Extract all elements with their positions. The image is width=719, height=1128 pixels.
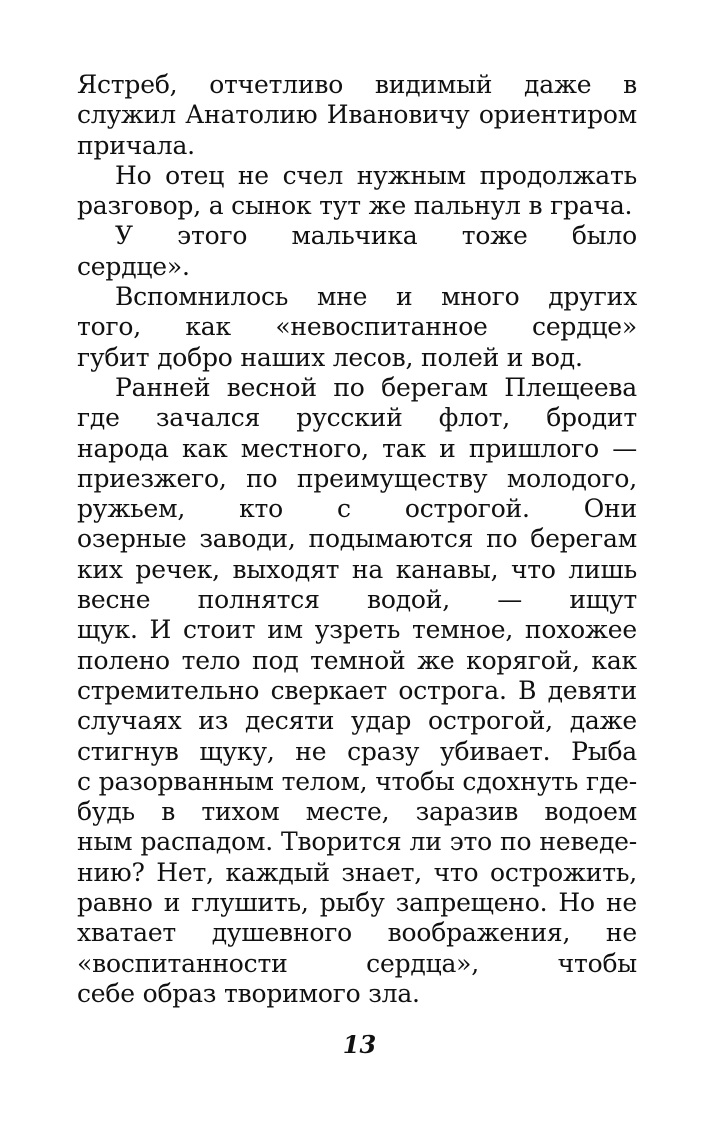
text-line: Но отец не счел нужным продолжать [115,160,637,190]
text-line: сердце». [77,251,190,281]
text-line: того, как «невоспитанное сердце» [77,312,637,342]
body-text [77,70,637,1009]
text-line: губит добро наших лесов, полей и вод. [77,342,583,372]
text-line: «воспитанности сердца», чтобы [77,948,637,978]
text-line: ружьем, кто с острогой. Они [77,494,637,524]
text-line: озерные заводи, подымаются по берегам [77,524,637,554]
text-line: Ранней весной по берегам Плещеева [115,372,637,402]
text-line: щук. И стоит им узреть темное, похожее [77,615,637,645]
text-line: служил Анатолию Ивановичу ориентиром [77,100,637,130]
text-line: себе образ творимого зла. [77,978,420,1008]
text-line: ких речек, выходят на канавы, что лишь [77,554,637,584]
text-line: разговор, а сынок тут же пальнул в грача. [77,191,633,221]
text-line: с разорванным телом, чтобы сдохнуть где- [77,766,637,796]
text-line: причала. [77,130,195,160]
text-line: Вспомнилось мне и много других [115,282,637,312]
text-line: Ястреб, отчетливо видимый даже в [77,70,637,99]
text-line: стремительно сверкает острога. В девяти [77,675,637,705]
text-line: полено тело под темной же корягой, как [77,645,637,675]
text-line: народа как местного, так и пришлого — [77,433,637,463]
page-number: 13 [342,1030,377,1059]
text-line: весне полнятся водой, — ищут [77,585,637,615]
text-line: У этого мальчика тоже было [115,221,637,251]
text-line: хватает душевного воображения, не [77,918,637,948]
text-line: случаях из десяти удар острогой, даже [77,706,637,736]
text-line: ным распадом. Творится ли это по неведе- [77,827,637,857]
text-line: нию? Нет, каждый знает, что острожить, [77,857,637,887]
text-line: стигнув щуку, не сразу убивает. Рыба [77,736,637,766]
text-line: где зачался русский флот, бродит [77,403,637,433]
text-line: равно и глушить, рыбу запрещено. Но не [77,888,637,918]
text-line: приезжего, по преимуществу молодого, [77,463,637,493]
text-line: будь в тихом месте, заразив водоем [77,797,637,827]
